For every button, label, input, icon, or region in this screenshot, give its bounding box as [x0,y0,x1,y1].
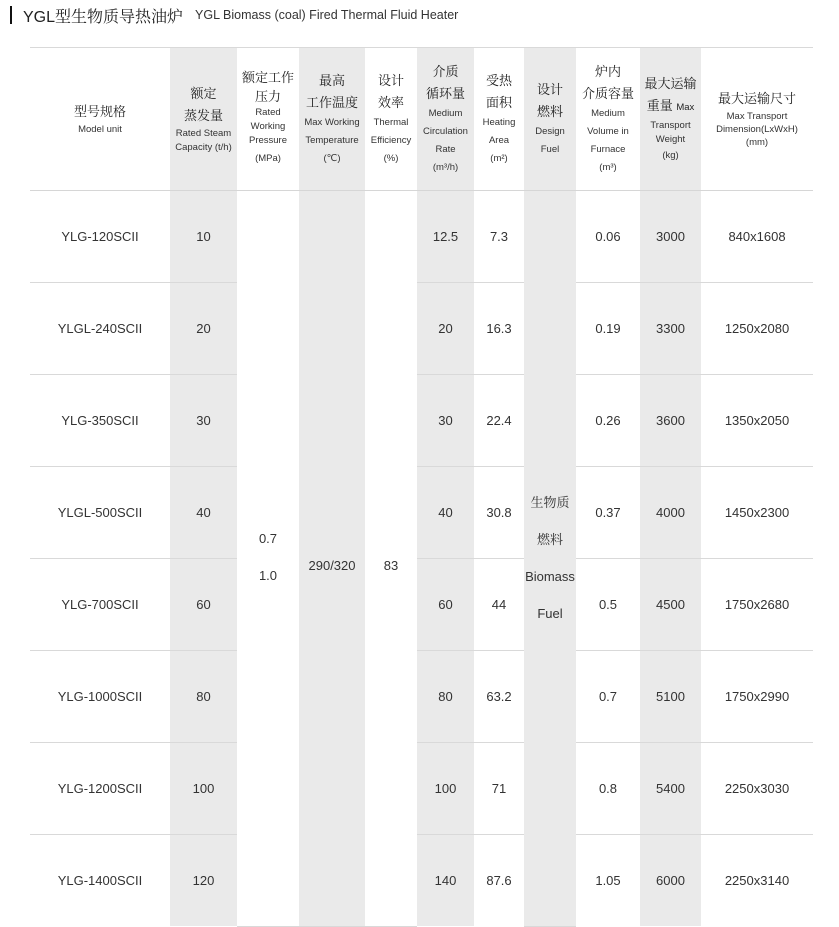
cell-model: YLG-1200SCII [30,743,170,835]
cell-capacity: 30 [170,375,237,467]
cell-dimension: 2250x3030 [701,743,813,835]
title-chinese: YGL型生物质导热油炉 [23,8,184,26]
header-heating-area: 受热 面积 Heating Area (m²) [474,48,524,191]
cell-weight: 3600 [640,375,701,467]
cell-pressure-merged: 0.7 1.0 [237,191,299,927]
cell-model: YLG-1000SCII [30,651,170,743]
cell-volume: 0.06 [576,191,640,283]
cell-volume: 0.37 [576,467,640,559]
cell-volume: 0.26 [576,375,640,467]
cell-capacity: 40 [170,467,237,559]
title-accent-bar [10,6,12,24]
title-english: YGL Biomass (coal) Fired Thermal Fluid Heater [195,8,459,22]
cell-temperature-merged: 290/320 [299,191,365,927]
table-row [30,283,813,375]
header-pressure: 额定工作 压力 Rated Working Pressure (MPa) [237,48,299,191]
cell-dimension: 1750x2990 [701,651,813,743]
cell-weight: 5100 [640,651,701,743]
table-row [30,743,813,835]
header-volume: 炉内 介质容量 Medium Volume in Furnace (m³) [576,48,640,191]
cell-volume: 1.05 [595,873,621,888]
cell-heating-area: 16.3 [474,283,524,375]
cell-circulation: 140 [417,835,474,927]
cell-heating-area: 7.3 [474,191,524,283]
header-efficiency: 设计 效率 Thermal Efficiency (%) [365,48,417,191]
cell-circulation: 80 [417,651,474,743]
cell-capacity: 20 [170,283,237,375]
cell-model: YLG-700SCII [30,559,170,651]
cell-volume: 0.8 [576,743,640,835]
table-row [30,835,813,927]
cell-weight: 5400 [640,743,701,835]
cell-dimension: 840x1608 [701,191,813,283]
page-title [10,4,458,26]
cell-capacity: 100 [170,743,237,835]
cell-dimension: 1750x2680 [701,559,813,651]
header-dimension: 最大运输尺寸 Max Transport Dimension(LxWxH) (mm) [701,48,813,191]
table-row [30,467,813,559]
cell-dimension: 1250x2080 [701,283,813,375]
cell-weight: 4500 [640,559,701,651]
cell-capacity: 80 [170,651,237,743]
cell-heating-area: 87.6 [486,873,512,888]
cell-circulation: 30 [417,375,474,467]
header-row [30,48,813,191]
header-temperature: 最高 工作温度 Max Working Temperature (℃) [299,48,365,191]
cell-circulation: 40 [417,467,474,559]
cell-dimension: 1350x2050 [701,375,813,467]
cell-volume: 0.5 [576,559,640,651]
cell-model: YLGL-500SCII [30,467,170,559]
cell-circulation: 12.5 [417,191,474,283]
cell-fuel-merged: 生物质 燃料 Biomass Fuel [524,191,576,927]
header-model: 型号规格 Model unit [30,48,170,191]
cell-dimension: 2250x3140 [724,873,790,888]
table-row [30,375,813,467]
header-circulation: 介质 循环量 Medium Circulation Rate (m³/h) [417,48,474,191]
cell-heating-area: 63.2 [474,651,524,743]
table-row [30,191,813,283]
cell-weight: 3300 [640,283,701,375]
cell-circulation: 60 [417,559,474,651]
cell-model: YLGL-240SCII [30,283,170,375]
cell-volume: 0.7 [576,651,640,743]
spec-table [30,48,813,927]
header-weight: 最大运输 重量 Max Transport Weight (kg) [640,48,701,191]
cell-dimension: 1450x2300 [701,467,813,559]
cell-capacity: 10 [170,191,237,283]
cell-model: YLG-120SCII [30,191,170,283]
cell-heating-area: 71 [474,743,524,835]
cell-heating-area: 44 [474,559,524,651]
cell-circulation: 100 [417,743,474,835]
table-row [30,559,813,651]
cell-weight: 3000 [640,191,701,283]
cell-capacity: 120 [170,835,237,927]
cell-heating-area: 22.4 [474,375,524,467]
cell-circulation: 20 [417,283,474,375]
table-row [30,651,813,743]
cell-weight: 6000 [640,835,701,927]
header-capacity: 额定 蒸发量 Rated Steam Capacity (t/h) [170,48,237,191]
cell-model: YLG-1400SCII [57,873,143,888]
cell-heating-area: 30.8 [474,467,524,559]
cell-weight: 4000 [640,467,701,559]
cell-volume: 0.19 [576,283,640,375]
header-fuel: 设计 燃料 Design Fuel [524,48,576,191]
cell-efficiency-merged: 83 [365,191,417,927]
cell-model: YLG-350SCII [30,375,170,467]
cell-capacity: 60 [170,559,237,651]
